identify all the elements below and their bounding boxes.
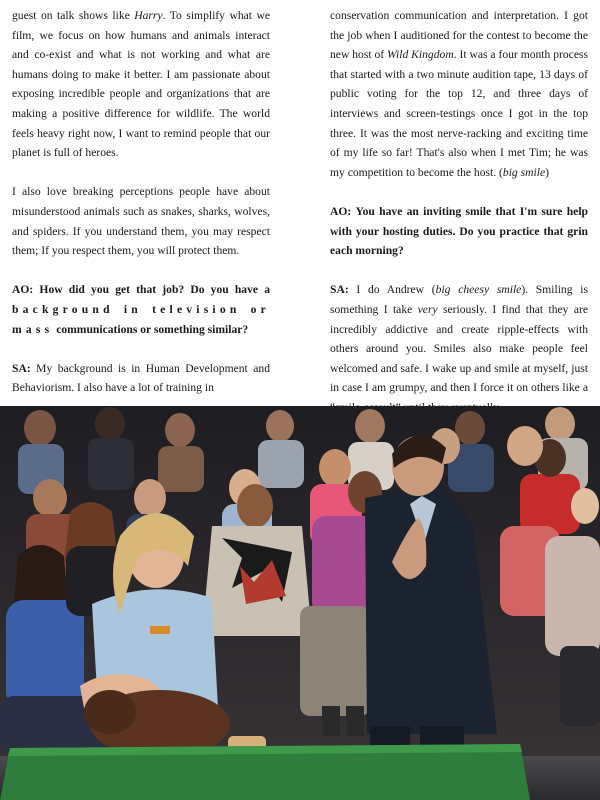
question (330, 202, 588, 261)
speaker-label: AO: (12, 283, 34, 297)
answer (12, 359, 270, 398)
photo-illustration (0, 406, 600, 800)
text-run: guest on talk shows like (12, 9, 135, 22)
question-text: You have an inviting smile that I'm sure help with your hosting duties. Do you practice that grin each morning? (330, 204, 588, 258)
show-title: Wild Kingdom (387, 48, 454, 62)
text-run: seriously. I find that they are incredibly addictive and create ripple-effects with others around you. Smiles also make people feel welcomed and safe. I wake up and smile at myself, just in case I am grumpy, and then I force it on others like a (330, 302, 589, 395)
answer (330, 280, 588, 417)
left-column (12, 6, 270, 417)
stage-direction: big cheesy smile (435, 283, 522, 297)
text-run: conservation communication and interpretation. I got the job when I auditioned for the contest to become the new host of (330, 9, 588, 62)
speaker-label: SA: (330, 283, 349, 297)
emphasis: very (417, 302, 438, 316)
right-column (330, 6, 588, 437)
stage-direction: big smile (502, 165, 546, 179)
text-run: . To simplify what we film, we focus on how humans and animals interact and co-exist and what is not working and what are humans doing to make it better. I am passionate about exposing incredible people and organizations that are making a positive difference for wildlife. The world feels heavy right now, I want to remind people that our planet is full of heroes. (12, 9, 270, 160)
question-text: background in television or mass (12, 302, 270, 336)
text-run: I do Andrew ( (356, 283, 436, 297)
speaker-label: SA: (12, 361, 31, 375)
text-run: . It was a four month process that started with a two minute audition tape, 13 days of public voting for the top 12, and three days of interviews and screen-testings once I got in the top three. It was the most nerve-racking and exciting time of my life so far! That's also when I met Tim; he was my competition to become the host. ( (330, 48, 589, 179)
question (12, 280, 270, 339)
paragraph: I also love breaking perceptions people have about misunderstood animals such as snakes, sharks, wolves, and spiders. If you understand them, you may respect them; If you respect them, you will protect them. (12, 185, 270, 258)
question-text: communications or something similar? (56, 322, 249, 336)
text-run: ) (545, 165, 549, 179)
answer-text: My background is in Human Development and Behaviorism. I also have a lot of training in (12, 361, 270, 395)
speaker-label: AO: (330, 204, 352, 218)
text-run: ). Smiling is something I take (330, 283, 588, 316)
talk-show-photo (0, 406, 600, 800)
question-text: How did you get that job? Do you have a (39, 283, 270, 297)
paragraph (12, 6, 270, 163)
paragraph (330, 6, 588, 182)
show-title: Harry (134, 9, 163, 22)
